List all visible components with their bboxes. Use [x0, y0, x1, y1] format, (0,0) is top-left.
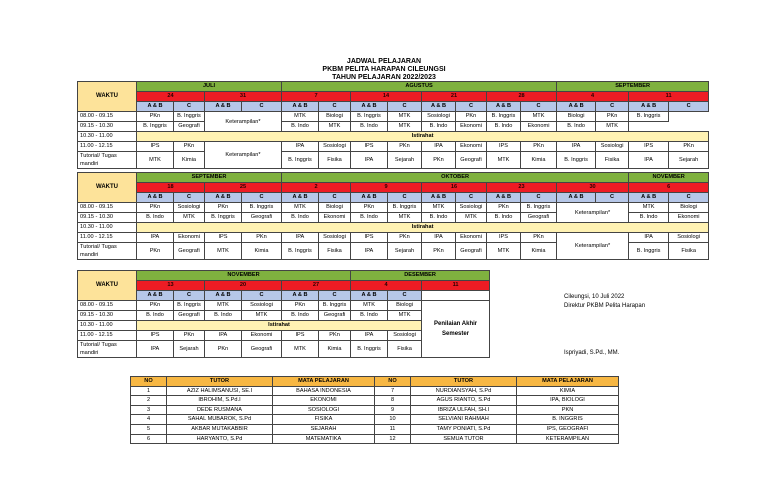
time-slot: 08.00 - 09.15	[78, 112, 137, 122]
subject-cell: MTK	[319, 122, 351, 132]
group-c: C	[242, 102, 282, 112]
subject-cell: PKn	[174, 331, 205, 341]
group-c: C	[456, 102, 487, 112]
subject-cell: IPS	[487, 233, 521, 243]
subject-cell: Geografi	[242, 213, 282, 223]
time-slot: 08.00 - 09.15	[78, 301, 137, 311]
month-header: NOVEMBER	[137, 271, 351, 281]
subject-cell: MTK	[242, 311, 282, 321]
tutor-header-no: NO	[131, 377, 167, 387]
subject-cell: Biologi	[669, 203, 709, 213]
schedule-table-sep-nov	[77, 172, 709, 260]
subject-cell: PKn	[282, 301, 319, 311]
subject-cell: MTK	[521, 112, 557, 122]
month-header: NOVEMBER	[629, 173, 709, 183]
subject-cell: MTK	[174, 213, 205, 223]
group-c: C	[174, 291, 205, 301]
tutor-no: 6	[131, 434, 167, 444]
subject-cell: PKn	[521, 142, 557, 152]
subject-cell: PKn	[388, 233, 422, 243]
week-header: 2	[282, 183, 351, 193]
tutor-row	[131, 386, 619, 396]
subject-cell: IPA	[351, 331, 388, 341]
subject-cell: B. Indo	[137, 213, 174, 223]
subject-cell: PKn	[487, 203, 521, 213]
subject-cell: Sosiologi	[669, 233, 709, 243]
subject-cell: Geografi	[174, 311, 205, 321]
group-ab: A & B	[487, 193, 521, 203]
subject-cell: IPA	[557, 142, 596, 152]
week-header: 20	[205, 281, 282, 291]
tutor-no: 4	[131, 415, 167, 425]
tutor-no: 10	[375, 415, 411, 425]
group-ab: A & B	[557, 102, 596, 112]
month-header: OKTOBER	[282, 173, 629, 183]
subject-cell: Biologi	[319, 203, 351, 213]
tutor-name: SELVIANI RAHMAH	[411, 415, 517, 425]
signature-role: Direktur PKBM Pelita Harapan	[564, 303, 646, 309]
waktu-header: WAKTU	[78, 173, 137, 203]
subject-cell: Geografi	[174, 122, 205, 132]
subject-cell: B. Indo	[137, 311, 174, 321]
subject-cell: PKn	[521, 233, 557, 243]
month-header: AGUSTUS	[282, 82, 557, 92]
subject-cell: B. Indo	[205, 311, 242, 321]
subject-cell: B. Inggris	[205, 213, 242, 223]
subject-cell: IPS	[629, 142, 669, 152]
subject-cell: IPS	[137, 331, 174, 341]
subject-cell: B. Inggris	[557, 152, 596, 169]
tutor-row	[131, 396, 619, 406]
subject-cell: B. Indo	[351, 213, 388, 223]
subject-cell: B. Indo	[282, 213, 319, 223]
tutor-header-no: NO	[375, 377, 411, 387]
tutor-header-tutor: TUTOR	[167, 377, 273, 387]
group-ab: A & B	[205, 291, 242, 301]
group-c: C	[174, 193, 205, 203]
tutor-subject: FISIKA	[273, 415, 375, 425]
subject-cell: Geografi	[456, 243, 487, 260]
week-header: 30	[557, 183, 629, 193]
group-ab: A & B	[629, 193, 669, 203]
signature-name: Ispriyadi, S.Pd., MM.	[564, 350, 620, 356]
subject-cell: MTK	[629, 203, 669, 213]
month-header: SEPTEMBER	[557, 82, 709, 92]
subject-cell: B. Inggris	[174, 112, 205, 122]
subject-cell: B. Indo	[422, 213, 456, 223]
subject-cell: Sosiologi	[174, 203, 205, 213]
subject-cell: Sosiologi	[596, 142, 629, 152]
tutor-subject: IPS, GEOGRAFI	[517, 424, 619, 434]
subject-cell: Biologi	[388, 301, 422, 311]
group-c: C	[242, 291, 282, 301]
time-slot: Tutorial/ Tugas mandiri	[78, 152, 137, 169]
subject-cell: Sejarah	[669, 152, 709, 169]
group-c: C	[521, 102, 557, 112]
group-ab: A & B	[629, 102, 669, 112]
time-slot: 10.30 - 11.00	[78, 132, 137, 142]
time-slot: 09.15 - 10.30	[78, 122, 137, 132]
time-slot: 11.00 - 12.15	[78, 233, 137, 243]
time-slot: Tutorial/ Tugas mandiri	[78, 341, 137, 358]
tutor-name: IBROHIM, S.Pd.I	[167, 396, 273, 406]
subject-cell: B. Inggris	[174, 301, 205, 311]
tutor-subject: PKN	[517, 405, 619, 415]
group-ab: A & B	[205, 102, 242, 112]
subject-cell: B. Inggris	[319, 301, 351, 311]
tutor-name: TAMY PONIATI, S.Pd	[411, 424, 517, 434]
subject-cell: MTK	[422, 203, 456, 213]
subject-cell: PKn	[351, 203, 388, 213]
subject-cell: B. Indo	[487, 122, 521, 132]
subject-cell: Sejarah	[174, 341, 205, 358]
week-header: 24	[137, 92, 205, 102]
tutor-no: 11	[375, 424, 411, 434]
tutor-subject: SOSIOLOGI	[273, 405, 375, 415]
subject-cell: B. Inggris	[487, 112, 521, 122]
subject-cell: MTK	[282, 203, 319, 213]
week-header: 21	[422, 92, 487, 102]
subject-cell: PKn	[242, 233, 282, 243]
subject-cell: B. Inggris	[351, 112, 388, 122]
subject-cell: PKn	[456, 112, 487, 122]
subject-cell: PKn	[596, 112, 629, 122]
tutor-no: 3	[131, 405, 167, 415]
subject-cell: Sosiologi	[388, 331, 422, 341]
subject-cell: IPS	[205, 233, 242, 243]
subject-cell: IPA	[205, 331, 242, 341]
subject-cell: B. Indo	[629, 213, 669, 223]
group-c: C	[319, 291, 351, 301]
time-slot: 08.00 - 09.15	[78, 203, 137, 213]
time-slot: 09.15 - 10.30	[78, 311, 137, 321]
time-slot: 11.00 - 12.15	[78, 331, 137, 341]
group-c: C	[521, 193, 557, 203]
subject-cell: Geografi	[174, 243, 205, 260]
subject-cell: B. Inggris	[282, 152, 319, 169]
tutor-row	[131, 405, 619, 415]
tutor-name: HARYANTO, S.Pd	[167, 434, 273, 444]
subject-cell: Ekonomi	[174, 233, 205, 243]
keterampilan-cell: Keterampilan*	[557, 233, 629, 260]
schedule-table-nov-dec	[77, 270, 490, 358]
subject-cell: PKn	[174, 142, 205, 152]
subject-cell: IPA	[282, 233, 319, 243]
group-c: C	[388, 102, 422, 112]
subject-cell: IPA	[351, 243, 388, 260]
subject-cell: IPA	[351, 152, 388, 169]
tutor-subject: IPA, BIOLOGI	[517, 396, 619, 406]
keterampilan-cell: Keterampilan*	[557, 203, 629, 223]
subject-cell: MTK	[388, 311, 422, 321]
subject-cell: B. Indo	[487, 213, 521, 223]
week-header: 11	[629, 92, 709, 102]
subject-cell: Ekonomi	[456, 142, 487, 152]
subject-cell: Sosiologi	[319, 233, 351, 243]
week-header: 9	[351, 183, 422, 193]
subject-cell: B. Inggris	[351, 341, 388, 358]
group-ab: A & B	[351, 102, 388, 112]
subject-cell: IPA	[137, 341, 174, 358]
group-c: C	[669, 102, 709, 112]
subject-cell: PKn	[388, 142, 422, 152]
waktu-header: WAKTU	[78, 82, 137, 112]
tutor-name: SEMUA TUTOR	[411, 434, 517, 444]
group-ab: A & B	[282, 102, 319, 112]
tutor-name: SAHAL MUBAROK, S.Pd	[167, 415, 273, 425]
subject-cell: IPA	[137, 233, 174, 243]
week-header: 4	[557, 92, 629, 102]
subject-cell: PKn	[137, 203, 174, 213]
tutor-no: 12	[375, 434, 411, 444]
subject-cell: PKn	[422, 152, 456, 169]
subject-cell: Fisika	[596, 152, 629, 169]
tutor-name: AKBAR MUTAKABBIR	[167, 424, 273, 434]
subject-cell: B. Inggris	[282, 243, 319, 260]
title-line-2: PKBM PELITA HARAPAN CILEUNGSI	[322, 66, 446, 73]
keterampilan-cell: Keterampilan*	[205, 112, 282, 132]
group-ab: A & B	[137, 193, 174, 203]
subject-cell: Ekonomi	[319, 213, 351, 223]
week-header: 4	[351, 281, 422, 291]
subject-cell: PKn	[137, 112, 174, 122]
week-header: 7	[282, 92, 351, 102]
subject-cell: Kimia	[521, 152, 557, 169]
tutor-no: 2	[131, 396, 167, 406]
istirahat-row: Istirahat	[137, 321, 422, 331]
subject-cell: IPA	[422, 142, 456, 152]
signature-place-date: Cileungsi, 10 Juli 2022	[564, 294, 625, 300]
subject-cell: MTK	[137, 152, 174, 169]
subject-cell: PKn	[205, 203, 242, 213]
time-slot: 10.30 - 11.00	[78, 321, 137, 331]
group-ab: A & B	[487, 102, 521, 112]
schedule-table-jul-sep	[77, 81, 709, 169]
subject-cell: PKn	[319, 331, 351, 341]
tutor-header-subject: MATA PELAJARAN	[517, 377, 619, 387]
group-ab: A & B	[422, 102, 456, 112]
tutor-name: IBRIZA ULFAH, SH.I	[411, 405, 517, 415]
subject-cell: B. Indo	[351, 122, 388, 132]
subject-cell: PKn	[137, 243, 174, 260]
subject-cell: Ekonomi	[456, 122, 487, 132]
keterampilan-cell: Keterampilan*	[205, 142, 282, 169]
subject-cell: Kimia	[174, 152, 205, 169]
tutor-table	[130, 376, 619, 444]
subject-cell: IPS	[351, 233, 388, 243]
group-ab: A & B	[205, 193, 242, 203]
week-header: 14	[351, 92, 422, 102]
tutor-header-tutor: TUTOR	[411, 377, 517, 387]
subject-cell: Geografi	[456, 152, 487, 169]
istirahat-row: Istirahat	[137, 132, 709, 142]
month-header: SEPTEMBER	[137, 173, 282, 183]
subject-cell: IPA	[629, 152, 669, 169]
subject-cell: IPS	[282, 331, 319, 341]
subject-cell: B. Inggris	[521, 203, 557, 213]
time-slot: Tutorial/ Tugas mandiri	[78, 243, 137, 260]
subject-cell: MTK	[388, 122, 422, 132]
subject-cell: Biologi	[319, 112, 351, 122]
subject-cell: B. Inggris	[242, 203, 282, 213]
subject-cell: B. Indo	[282, 311, 319, 321]
group-ab: A & B	[282, 291, 319, 301]
tutor-subject: KIMIA	[517, 386, 619, 396]
group-ab: A & B	[422, 193, 456, 203]
subject-cell: Ekonomi	[669, 213, 709, 223]
subject-cell: PKn	[137, 301, 174, 311]
subject-cell: MTK	[388, 112, 422, 122]
subject-cell: Ekonomi	[242, 331, 282, 341]
group-c: C	[388, 291, 422, 301]
week-header: 28	[487, 92, 557, 102]
subject-cell: Sosiologi	[319, 142, 351, 152]
penilaian-akhir-semester-cell: Penilaian Akhir Semester	[422, 301, 490, 358]
subject-cell: Sosiologi	[242, 301, 282, 311]
subject-cell: IPS	[137, 142, 174, 152]
subject-cell: Biologi	[557, 112, 596, 122]
subject-cell: IPS	[351, 142, 388, 152]
group-ab: A & B	[137, 291, 174, 301]
group-c: C	[596, 193, 629, 203]
subject-cell: Sosiologi	[422, 112, 456, 122]
month-header: DESEMBER	[351, 271, 490, 281]
subject-cell: Kimia	[319, 341, 351, 358]
tutor-subject: SEJARAH	[273, 424, 375, 434]
week-header: 27	[282, 281, 351, 291]
istirahat-row: Istirahat	[137, 223, 709, 233]
subject-cell: IPS	[487, 142, 521, 152]
group-ab: A & B	[282, 193, 319, 203]
tutor-row	[131, 424, 619, 434]
subject-cell: Fisika	[388, 341, 422, 358]
subject-cell: Sejarah	[388, 152, 422, 169]
tutor-name: NURDIANSYAH, S.Pd	[411, 386, 517, 396]
week-header: 25	[205, 183, 282, 193]
tutor-name: AGUS RIANTO, S.Pd	[411, 396, 517, 406]
group-c: C	[242, 193, 282, 203]
subject-cell: Sosiologi	[456, 203, 487, 213]
group-c: C	[388, 193, 422, 203]
tutor-subject: B. INGGRIS	[517, 415, 619, 425]
subject-cell: IPA	[422, 233, 456, 243]
subject-cell: B. Inggris	[388, 203, 422, 213]
subject-cell: B. Inggris	[137, 122, 174, 132]
subject-cell: Fisika	[319, 243, 351, 260]
subject-cell: PKn	[205, 341, 242, 358]
group-ab: A & B	[351, 291, 388, 301]
tutor-name: DEDE RUSMANA	[167, 405, 273, 415]
subject-cell: Ekonomi	[456, 233, 487, 243]
tutor-no: 5	[131, 424, 167, 434]
subject-cell: B. Indo	[557, 122, 596, 132]
tutor-no: 1	[131, 386, 167, 396]
subject-cell: MTK	[205, 301, 242, 311]
subject-cell: Fisika	[319, 152, 351, 169]
subject-cell: B. Indo	[422, 122, 456, 132]
group-ab: A & B	[137, 102, 174, 112]
subject-cell: MTK	[487, 152, 521, 169]
week-header: 18	[137, 183, 205, 193]
week-header: 13	[137, 281, 205, 291]
subject-cell: MTK	[282, 112, 319, 122]
title-line-3: TAHUN PELAJARAN 2022/2023	[332, 74, 436, 81]
time-slot: 09.15 - 10.30	[78, 213, 137, 223]
subject-cell: IPA	[282, 142, 319, 152]
subject-cell: Kimia	[242, 243, 282, 260]
group-ab: A & B	[557, 193, 596, 203]
subject-cell: Geografi	[319, 311, 351, 321]
tutor-header-subject: MATA PELAJARAN	[273, 377, 375, 387]
subject-cell: Geografi	[242, 341, 282, 358]
time-slot: 10.30 - 11.00	[78, 223, 137, 233]
tutor-no: 9	[375, 405, 411, 415]
tutor-row	[131, 434, 619, 444]
group-c: C	[596, 102, 629, 112]
tutor-no: 7	[375, 386, 411, 396]
group-c: C	[319, 102, 351, 112]
subject-cell: IPA	[629, 233, 669, 243]
subject-cell: Sejarah	[388, 243, 422, 260]
subject-cell: PKn	[422, 243, 456, 260]
tutor-subject: MATEMATIKA	[273, 434, 375, 444]
subject-cell: MTK	[596, 122, 629, 132]
title-line-1: JADWAL PELAJARAN	[346, 58, 422, 65]
tutor-row	[131, 415, 619, 425]
subject-cell: Kimia	[521, 243, 557, 260]
group-c: C	[319, 193, 351, 203]
subject-cell: MTK	[282, 341, 319, 358]
tutor-subject: BAHASA INDONESIA	[273, 386, 375, 396]
week-header: 23	[487, 183, 557, 193]
waktu-header: WAKTU	[78, 271, 137, 301]
subject-cell: B. Indo	[282, 122, 319, 132]
group-blank	[422, 291, 490, 301]
group-c: C	[669, 193, 709, 203]
subject-cell: MTK	[205, 243, 242, 260]
tutor-no: 8	[375, 396, 411, 406]
week-header: 6	[629, 183, 709, 193]
subject-cell: B. Inggris	[629, 243, 669, 260]
subject-cell: MTK	[351, 301, 388, 311]
subject-cell: Fisika	[669, 243, 709, 260]
subject-cell: MTK	[456, 213, 487, 223]
subject-cell: B. Inggris	[629, 112, 669, 122]
subject-cell: PKn	[669, 142, 709, 152]
subject-cell: MTK	[388, 213, 422, 223]
subject-cell: MTK	[487, 243, 521, 260]
subject-cell: B. Indo	[351, 311, 388, 321]
week-header: 16	[422, 183, 487, 193]
month-header: JULI	[137, 82, 282, 92]
week-header: 11	[422, 281, 490, 291]
tutor-subject: EKONOMI	[273, 396, 375, 406]
subject-cell: Ekonomi	[521, 122, 557, 132]
group-ab: A & B	[351, 193, 388, 203]
week-header: 31	[205, 92, 282, 102]
group-c: C	[456, 193, 487, 203]
group-c: C	[174, 102, 205, 112]
subject-cell: Geografi	[521, 213, 557, 223]
time-slot: 11.00 - 12.15	[78, 142, 137, 152]
tutor-name: AZIZ HALIMSANUSI, SE.I	[167, 386, 273, 396]
tutor-subject: KETERAMPILAN	[517, 434, 619, 444]
